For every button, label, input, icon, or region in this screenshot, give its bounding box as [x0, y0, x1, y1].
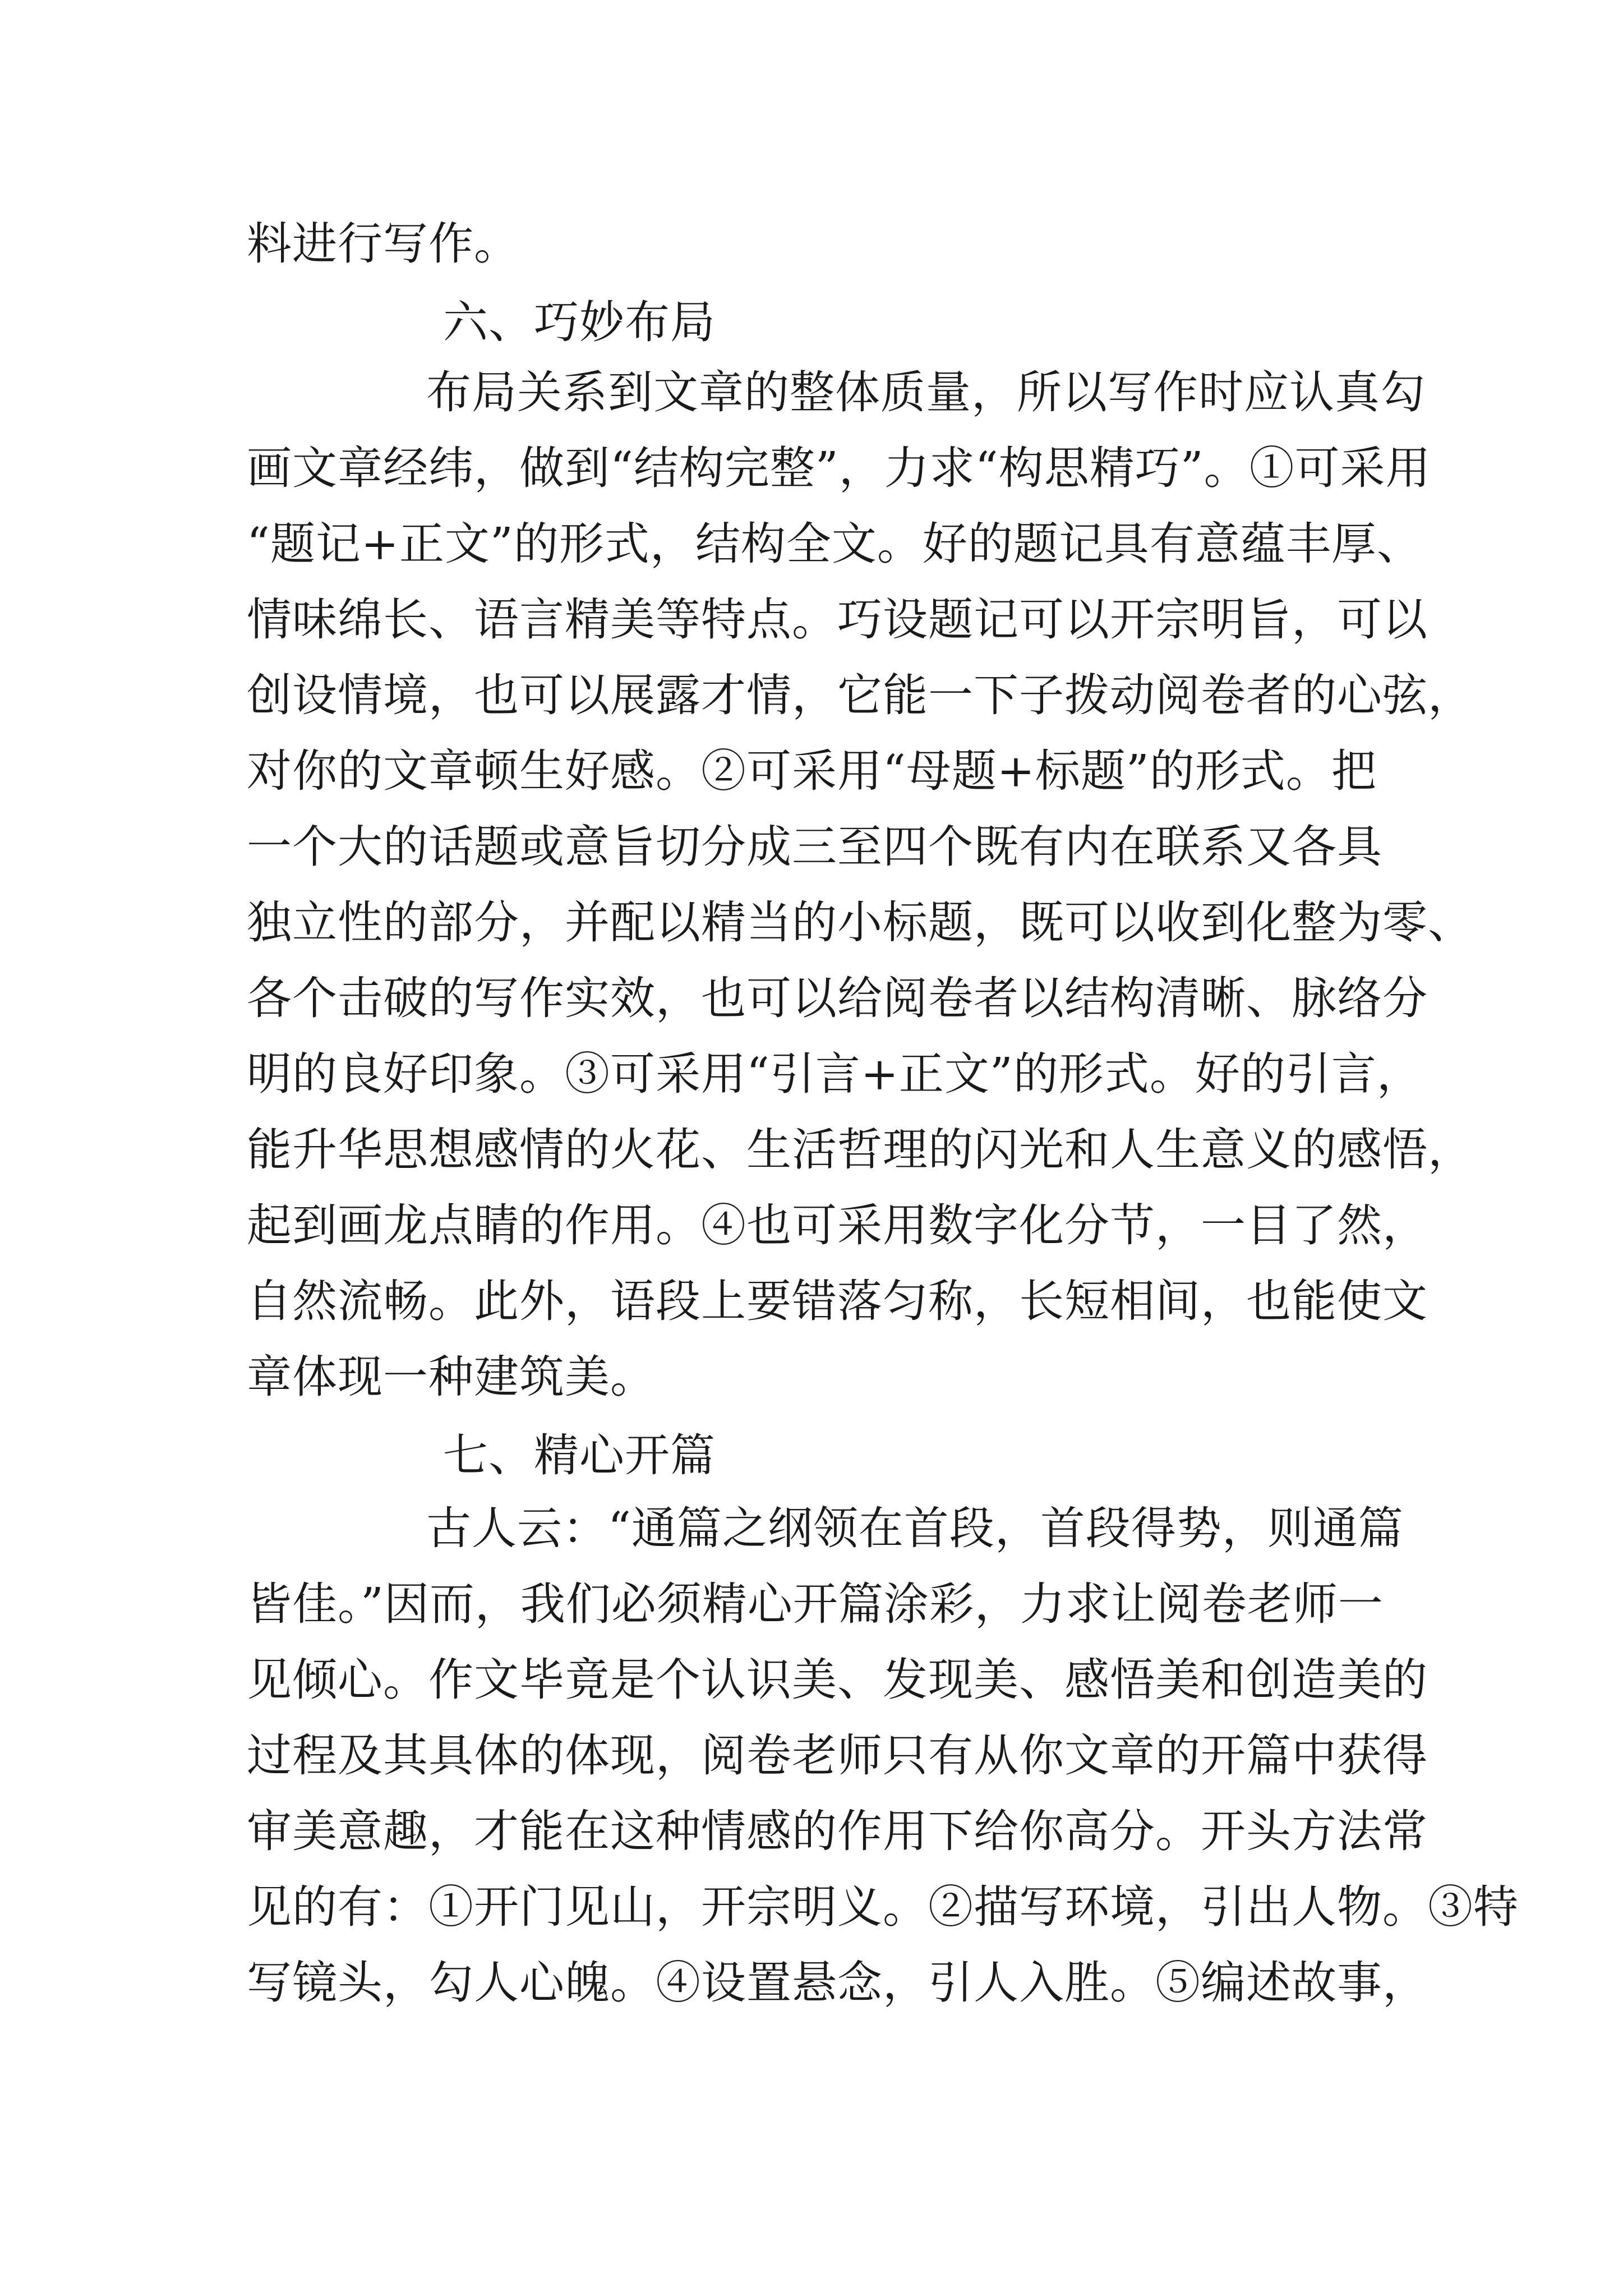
text-line: 古人云：“通篇之纲领在首段，首段得势，则通篇 [426, 1502, 1404, 1554]
text-line: 料进行写作。 [247, 218, 519, 270]
text-line: 对你的文章顿生好感。②可采用“母题+标题”的形式。把 [247, 745, 1377, 797]
text-line: 情味绵长、语言精美等特点。巧设题记可以开宗明旨，可以 [247, 593, 1428, 646]
text-line: 章体现一种建筑美。 [247, 1351, 656, 1403]
section-heading: 六、巧妙布局 [443, 296, 716, 348]
section-heading: 七、精心开篇 [443, 1429, 716, 1481]
text-line: 过程及其具体的体现，阅卷老师只有从你文章的开篇中获得 [247, 1729, 1428, 1782]
text-line: 一个大的话题或意旨切分成三至四个既有内在联系又各具 [247, 821, 1382, 873]
text-line: 画文章经纬，做到“结构完整”，力求“构思精巧”。①可采用 [247, 442, 1431, 494]
text-line: 见的有：①开门见山，开宗明义。②描写环境，引出人物。③特 [247, 1881, 1519, 1933]
text-line: 布局关系到文章的整体质量，所以写作时应认真勾 [426, 366, 1426, 418]
text-line: 自然流畅。此外，语段上要错落匀称，长短相间，也能使文 [247, 1275, 1428, 1327]
text-line: “题记+正文”的形式，结构全文。好的题记具有意蕴丰厚、 [247, 518, 1422, 570]
text-line: 明的良好印象。③可采用“引言+正文”的形式。好的引言， [247, 1048, 1422, 1100]
text-line: 能升华思想感情的火花、生活哲理的闪光和人生意义的感悟， [247, 1124, 1473, 1176]
text-line: 独立性的部分，并配以精当的小标题，既可以收到化整为零、 [247, 896, 1473, 949]
text-line: 审美意趣，才能在这种情感的作用下给你高分。开头方法常 [247, 1805, 1428, 1857]
text-line: 皆佳。”因而，我们必须精心开篇涂彩，力求让阅卷老师一 [247, 1578, 1384, 1630]
text-line: 写镜头，勾人心魄。④设置悬念，引人入胜。⑤编述故事， [247, 1957, 1428, 2009]
text-line: 创设情境，也可以展露才情，它能一下子拨动阅卷者的心弦， [247, 669, 1473, 721]
text-line: 起到画龙点睛的作用。④也可采用数字化分节，一目了然， [247, 1199, 1428, 1251]
text-line: 各个击破的写作实效，也可以给阅卷者以结构清晰、脉络分 [247, 972, 1428, 1024]
text-line: 见倾心。作文毕竟是个认识美、发现美、感悟美和创造美的 [247, 1654, 1428, 1706]
